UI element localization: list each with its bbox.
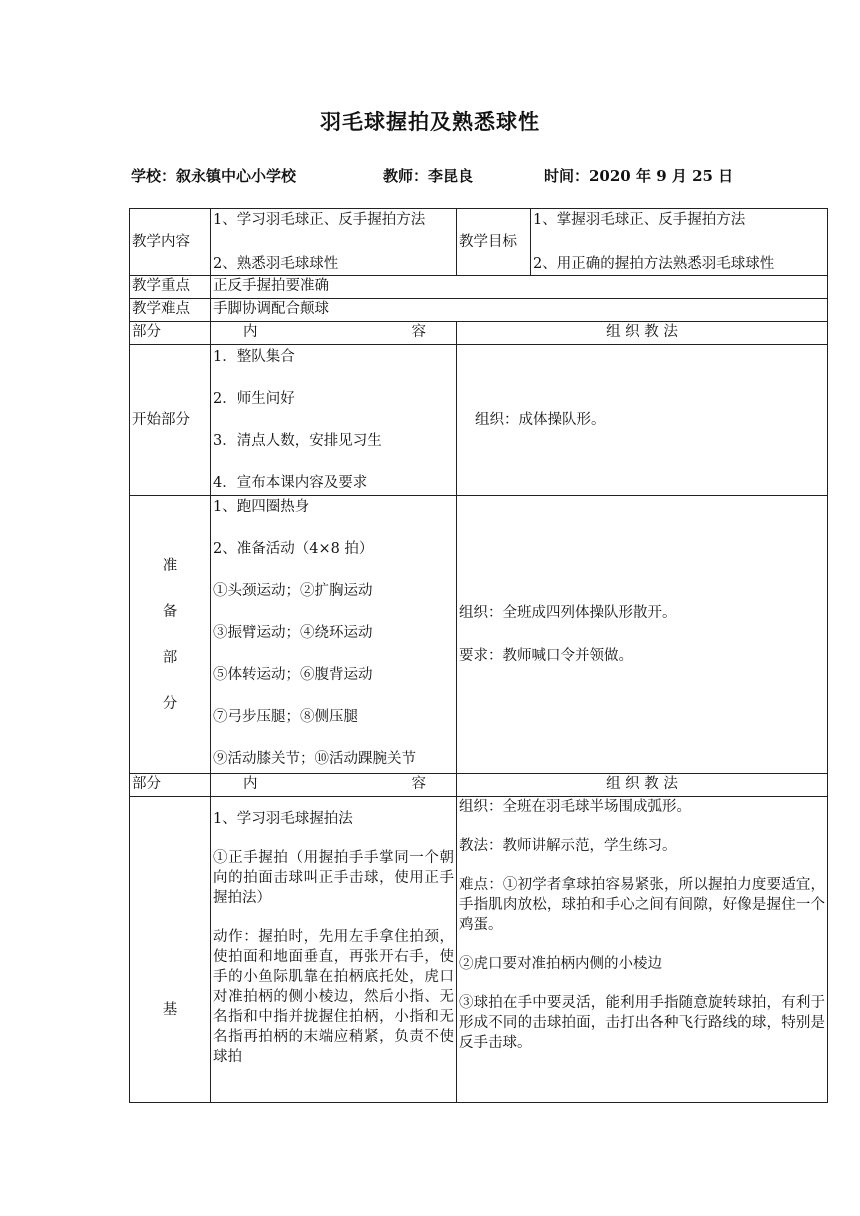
paragraph: 教法：教师讲解示范，学生练习。 [459,838,677,854]
basic-method [457,797,828,1103]
part-header: 部分 [130,322,211,345]
prep-method [457,496,828,774]
key-text: 正反手握拍要准确 [211,276,828,299]
goal-cell [531,209,828,276]
list-item: 1．整队集合 [213,349,295,365]
table-row [130,496,828,774]
prep-content [211,496,457,774]
method-header: 组 织 教 法 [457,774,828,797]
list-item: ①头颈运动；②扩胸运动 [213,583,373,599]
table-row [130,322,828,345]
paragraph: ③球拍在手中要灵活，能利用手指随意旋转球拍，有利于形成不同的击球拍面，击打出各种飞行路线的球，特别是反手击球。 [459,995,825,1051]
list-item: ⑦弓步压腿；⑧侧压腿 [213,709,358,725]
content-label: 教学内容 [130,209,211,276]
content-item: 2、熟悉羽毛球球性 [213,256,339,272]
basic-label: 基 [130,797,211,1103]
list-item: 2．师生问好 [213,391,295,407]
start-content [211,345,457,496]
start-method: 组织：成体操队形。 [457,345,828,496]
paragraph: 难点：①初学者拿球拍容易紧张，所以握拍力度要适宜，手指肌肉放松，球拍和手心之间有间隙，好像是握住一个鸡蛋。 [459,877,825,933]
list-item: ③振臂运动；④绕环运动 [213,625,373,641]
list-item: 4．宣布本课内容及要求 [213,475,368,491]
paragraph: 动作：握拍时，先用左手拿住拍颈，使拍面和地面垂直，再张开右手，使手的小鱼际肌靠在拍柄底托处，虎口对准拍柄的侧小棱边，然后小指、无名指和中指并拢握住拍柄，小指和无名指再拍柄的末端应稍紧，负责不使球拍 [213,929,454,1065]
prep-label: 准 备 部 分 [130,496,211,774]
table-row [130,345,828,496]
list-item: ⑤体转运动；⑥腹背运动 [213,667,373,683]
content-header: 内 容 [211,774,457,797]
goal-item: 1、掌握羽毛球正、反手握拍方法 [533,212,746,228]
content-cell [211,209,457,276]
table-row [130,797,828,1103]
key-label: 教学重点 [130,276,211,299]
list-item: 1、跑四圈热身 [213,499,310,515]
teacher-name: 教师：李昆良 [383,167,474,185]
part-header: 部分 [130,774,211,797]
basic-content [211,797,457,1103]
paragraph: ②虎口要对准拍柄内侧的小棱边 [459,956,662,972]
table-row [130,774,828,797]
method-line: 要求：教师喊口令并领做。 [459,648,633,664]
content-item: 1、学习羽毛球正、反手握拍方法 [213,212,426,228]
start-label: 开始部分 [130,345,211,496]
school-name: 学校：叙永镇中心小学校 [131,167,297,185]
lesson-plan-table [129,208,828,1103]
method-header: 组 织 教 法 [457,322,828,345]
paragraph: 1、学习羽毛球握拍法 [213,811,353,827]
list-item: ⑨活动膝关节；⑩活动踝腕关节 [213,751,416,767]
document-title: 羽毛球握拍及熟悉球性 [320,109,540,134]
difficulty-label: 教学难点 [130,299,211,322]
method-line: 组织：全班成四列体操队形散开。 [459,605,677,621]
paragraph: ①正手握拍（用握拍手手掌同一个朝向的拍面击球叫正手击球，使用正手握拍法） [213,850,454,906]
list-item: 2、准备活动（4×8 拍） [213,541,374,557]
difficulty-text: 手脚协调配合颠球 [211,299,828,322]
goal-label: 教学目标 [457,209,531,276]
lesson-date: 时间：2020 年 9 月 25 日 [544,167,734,185]
table-row [130,276,828,299]
list-item: 3．清点人数，安排见习生 [213,433,382,449]
goal-item: 2、用正确的握拍方法熟悉羽毛球球性 [533,256,775,272]
paragraph: 组织：全班在羽毛球半场围成弧形。 [459,799,691,815]
table-row [130,299,828,322]
table-row [130,209,828,276]
content-header: 内 容 [211,322,457,345]
